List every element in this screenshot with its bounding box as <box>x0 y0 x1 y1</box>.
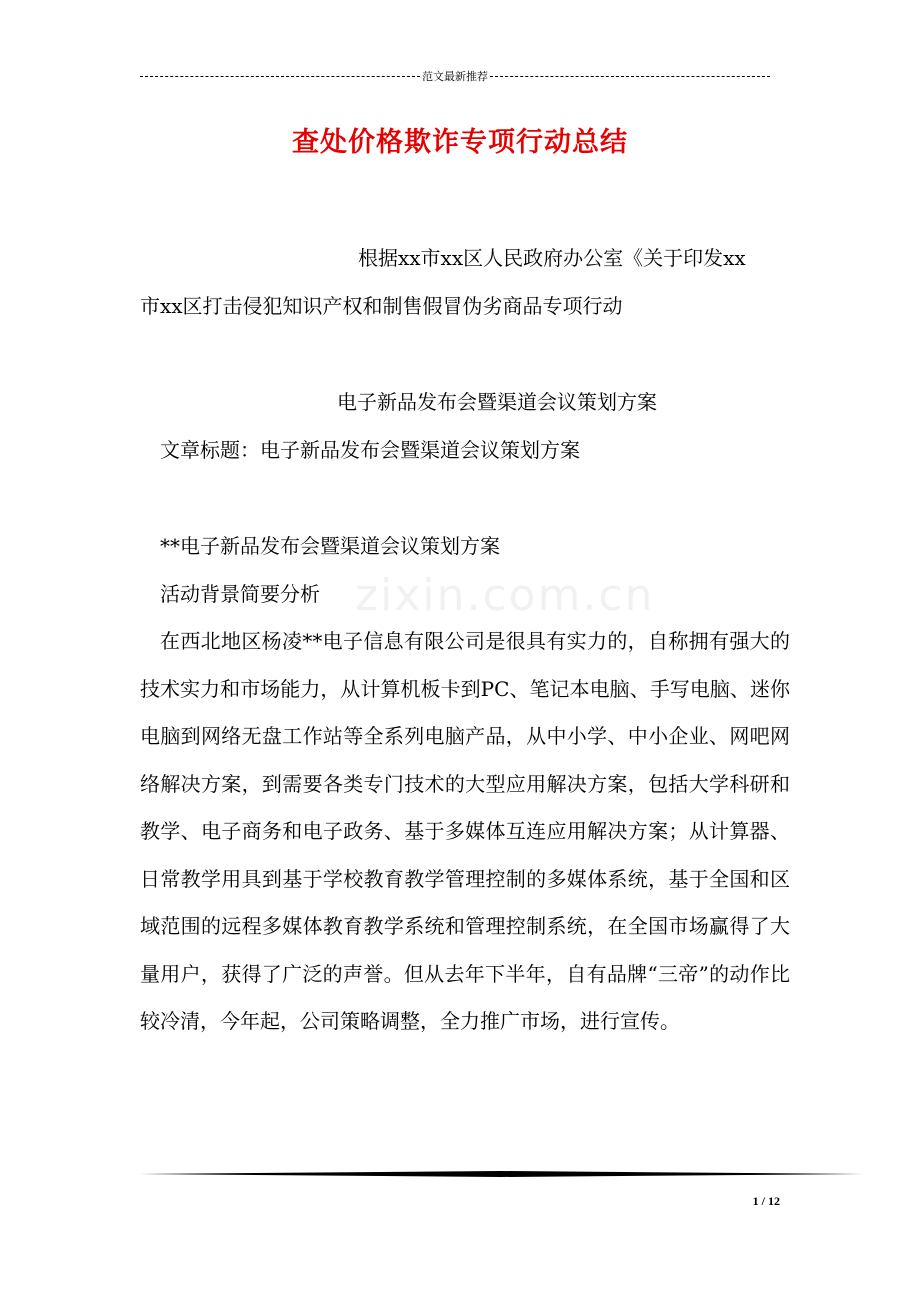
intro-line-1: 根据xx市xx区人民政府办公室《关于印发xx <box>358 246 746 270</box>
page-header <box>140 66 770 86</box>
document-title: 查处价格欺诈专项行动总结 <box>292 127 628 158</box>
section-heading: 电子新品发布会暨渠道会议策划方案 <box>337 390 657 414</box>
header-dashes-right <box>490 76 770 77</box>
article-title: 文章标题：电子新品发布会暨渠道会议策划方案 <box>160 438 580 462</box>
intro-line-2: 市xx区打击侵犯知识产权和制售假冒伪劣商品专项行动 <box>140 294 623 318</box>
header-dashes-left <box>140 76 420 77</box>
watermark: zixin.com.cn <box>355 570 655 621</box>
body-paragraph-text: 在西北地区杨凌**电子信息有限公司是很具有实力的，自称拥有强大的技术实力和市场能力，从计算机板卡到PC、笔记本电脑、手写电脑、迷你电脑到网络无盘工作站等全系列电脑产品，从中小学、中小企业、网吧网络解决方案，到需要各类专门技术的大型应用解决方案，包括大学科研和教学、电子商务和电子政务、基于多媒体互连应用解决方案；从计算器、日常教学用具到基于学校教育教学管理控制的多媒体系统，基于全国和区域范围的远程多媒体教育教学系统和管理控制系统，在全国市场赢得了大量用户，获得了广泛的声誉。但从去年下半年，自有品牌“三帝”的动作比较冷清，今年起，公司策略调整，全力推广市场，进行宣传。 <box>140 629 790 1033</box>
body-paragraph <box>140 618 790 1046</box>
page-number: 1 / 12 <box>752 1194 780 1208</box>
footer-rule <box>140 1171 863 1177</box>
header-label: 范文最新推荐 <box>422 70 488 83</box>
section-subtitle: **电子新品发布会暨渠道会议策划方案 <box>160 534 500 558</box>
background-heading: 活动背景简要分析 <box>160 582 320 606</box>
